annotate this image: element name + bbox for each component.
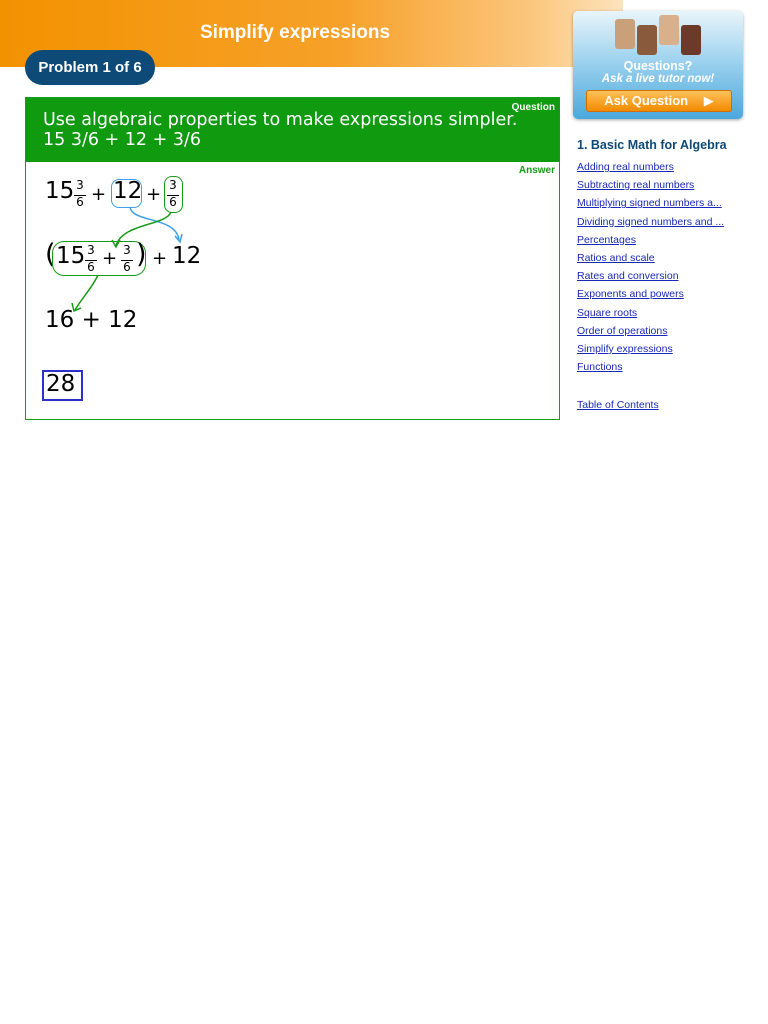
question-line-1: Use algebraic properties to make expressions simpler.: [43, 110, 518, 130]
step2-close-paren: ): [136, 239, 147, 270]
list-item: [577, 361, 724, 379]
step2-fraction-numerator: 3: [123, 243, 131, 257]
topic-link[interactable]: Ratios and scale: [577, 251, 655, 264]
problem-card: [25, 97, 560, 420]
topic-links-list: [577, 161, 724, 379]
problem-counter-badge: Problem 1 of 6: [25, 50, 155, 85]
list-item: [577, 252, 724, 270]
table-of-contents-link[interactable]: Table of Contents: [577, 399, 659, 411]
step1-fraction-numerator: 3: [169, 178, 177, 192]
list-item: [577, 343, 724, 361]
list-item: [577, 288, 724, 306]
step2-fraction-denominator: 6: [121, 260, 133, 273]
step2-numerator: 3: [87, 243, 95, 257]
toc-heading: 1. Basic Math for Algebra: [577, 138, 727, 152]
topic-link[interactable]: Square roots: [577, 306, 638, 319]
ask-question-label: Ask Question: [604, 93, 689, 108]
topic-link[interactable]: Percentages: [577, 233, 636, 246]
topic-link[interactable]: Multiplying signed numbers a...: [577, 197, 722, 210]
blue-arrow: [130, 207, 179, 240]
step2-denominator: 6: [85, 260, 97, 273]
tutor-avatar-4: [681, 25, 701, 55]
step1-plus-2: +: [146, 184, 162, 205]
step1-fraction-denominator: 6: [167, 195, 179, 208]
topic-link[interactable]: Functions: [577, 361, 623, 374]
topic-link[interactable]: Simplify expressions: [577, 342, 673, 355]
step1-whole: 15: [45, 178, 75, 204]
topic-link[interactable]: Dividing signed numbers and ...: [577, 215, 725, 228]
widget-headline: Questions?: [623, 59, 693, 73]
topic-link[interactable]: Subtracting real numbers: [577, 179, 695, 192]
list-item: [577, 216, 724, 234]
answer-tag: Answer: [518, 165, 555, 176]
step2-last-number: 12: [172, 243, 202, 269]
step1-numerator: 3: [76, 178, 84, 192]
step2-plus-2: +: [152, 248, 168, 269]
list-item: [577, 197, 724, 215]
list-item: [577, 325, 724, 343]
topic-link[interactable]: Rates and conversion: [577, 270, 679, 283]
step1-denominator: 6: [74, 195, 86, 208]
tutor-avatar-3: [659, 15, 679, 45]
play-triangle-icon: ▶: [703, 93, 714, 108]
list-item: [577, 161, 724, 179]
topic-link[interactable]: Exponents and powers: [577, 288, 684, 301]
topic-link[interactable]: Adding real numbers: [577, 161, 674, 173]
step3-expression: 16 + 12: [45, 307, 138, 333]
tutor-avatar-1: [615, 19, 635, 49]
list-item: [577, 234, 724, 252]
tutor-avatar-2: [637, 25, 657, 55]
page-title: Simplify expressions: [199, 22, 391, 43]
topic-link[interactable]: Order of operations: [577, 324, 668, 337]
question-tag: Question: [511, 102, 555, 113]
step2-whole: 15: [56, 243, 86, 269]
step1-middle-number: 12: [113, 178, 143, 204]
ask-tutor-widget[interactable]: [573, 11, 743, 119]
list-item: [577, 270, 724, 288]
question-line-2: 15 3/6 + 12 + 3/6: [43, 130, 202, 150]
step1-plus-1: +: [91, 184, 107, 205]
list-item: [577, 307, 724, 325]
list-item: [577, 179, 724, 197]
ask-question-button[interactable]: [586, 90, 732, 112]
step2-plus-1: +: [102, 248, 118, 269]
step2-open-paren: (: [45, 239, 56, 270]
widget-subline: Ask a live tutor now!: [601, 73, 715, 85]
green-arrow-2: [75, 275, 98, 310]
result-value: 28: [46, 371, 76, 397]
